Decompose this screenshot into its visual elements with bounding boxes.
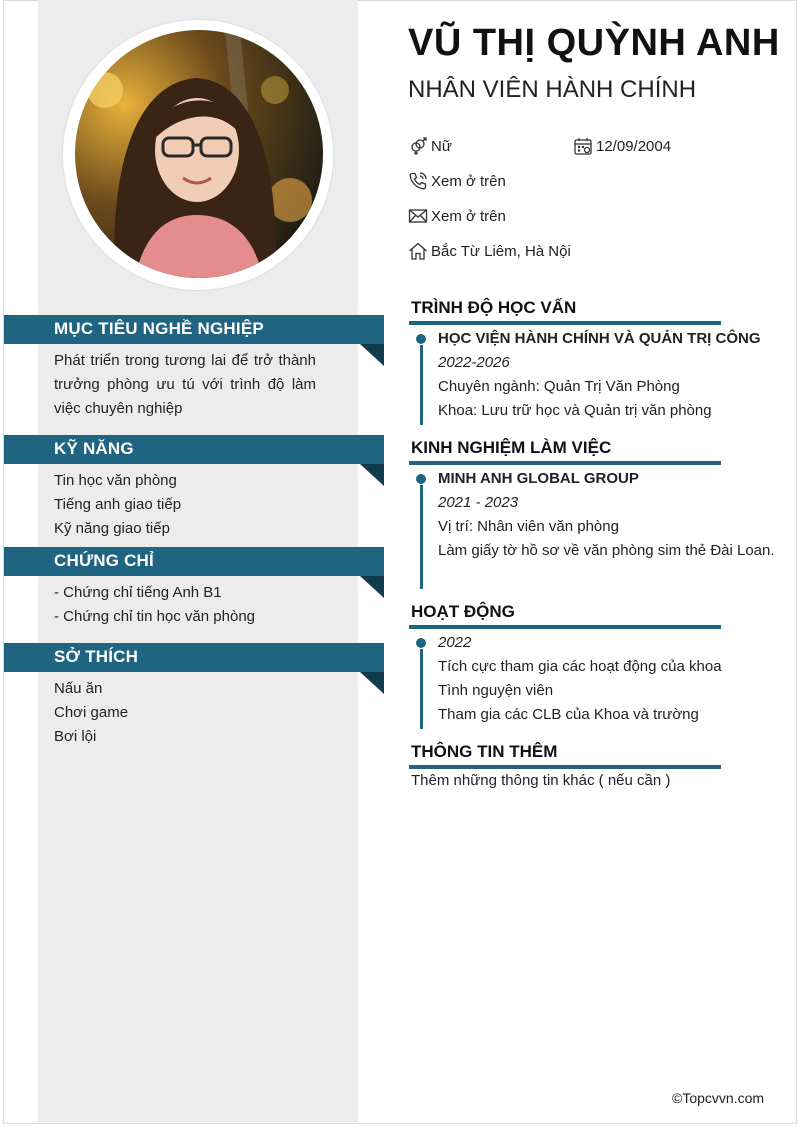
experience-period: 2021 - 2023 [438, 494, 519, 511]
hobby-item: Nấu ăn [54, 680, 103, 697]
skill-item: Tiếng anh giao tiếp [54, 496, 182, 513]
job-title: NHÂN VIÊN HÀNH CHÍNH [408, 76, 697, 103]
email-value: Xem ở trên [431, 207, 506, 225]
calendar-icon [573, 136, 593, 156]
gender-value: Nữ [431, 137, 452, 155]
timeline-line [420, 485, 423, 589]
hobbies-heading [4, 643, 384, 672]
certificate-item: - Chứng chỉ tin học văn phòng [54, 608, 255, 625]
phone-icon [408, 171, 428, 191]
education-major: Chuyên ngành: Quản Trị Văn Phòng [438, 378, 680, 395]
activity-year: 2022 [438, 634, 472, 651]
birthday-row [573, 135, 671, 157]
hobby-item: Bơi lội [54, 728, 97, 745]
section-underline [409, 461, 721, 465]
timeline-line [420, 345, 423, 425]
skills-title: KỸ NĂNG [54, 439, 134, 458]
candidate-name: VŨ THỊ QUỲNH ANH [408, 22, 780, 64]
section-underline [409, 765, 721, 769]
activity-item: Tích cực tham gia các hoạt động của khoa [438, 658, 722, 675]
certificates-heading [4, 547, 384, 576]
objective-heading [4, 315, 384, 344]
heading-fold [360, 344, 384, 366]
birthday-value: 12/09/2004 [596, 137, 672, 155]
address-row [408, 240, 571, 262]
objective-title: MỤC TIÊU NGHỀ NGHIỆP [54, 319, 264, 338]
experience-title: KINH NGHIỆM LÀM VIỆC [411, 438, 612, 457]
section-underline [409, 625, 721, 629]
activity-item: Tham gia các CLB của Khoa và trường [438, 706, 699, 723]
skill-item: Tin học văn phòng [54, 472, 177, 489]
heading-fold [360, 576, 384, 598]
timeline-line [420, 649, 423, 729]
education-faculty: Khoa: Lưu trữ học và Quản trị văn phòng [438, 402, 712, 419]
objective-text: Phát triển trong tương lai để trở thành trưởng phòng ưu tú với trình độ làm việc chuyên nghiệp [54, 352, 316, 417]
hobby-item: Chơi game [54, 704, 129, 721]
gender-icon [408, 136, 428, 156]
heading-fold [360, 464, 384, 486]
experience-role: Vị trí: Nhân viên văn phòng [438, 518, 619, 535]
certificates-title: CHỨNG CHỈ [54, 551, 154, 570]
hobbies-title: SỞ THÍCH [54, 647, 139, 666]
phone-row [408, 170, 506, 192]
additional-title: THÔNG TIN THÊM [411, 742, 558, 761]
timeline-dot [416, 474, 426, 484]
gender-row [408, 135, 452, 157]
phone-value: Xem ở trên [431, 172, 506, 190]
experience-description: Làm giấy tờ hồ sơ về văn phòng sim thẻ Đài Loan. [438, 542, 775, 559]
activities-title: HOẠT ĐỘNG [411, 602, 515, 621]
avatar [75, 30, 323, 278]
mail-icon [408, 206, 428, 226]
home-icon [408, 241, 428, 261]
education-title: TRÌNH ĐỘ HỌC VẤN [411, 298, 577, 317]
education-period: 2022-2026 [438, 354, 510, 371]
copyright: ©Topcvvn.com [672, 1090, 765, 1106]
heading-fold [360, 672, 384, 694]
section-underline [409, 321, 721, 325]
timeline-dot [416, 638, 426, 648]
skills-heading [4, 435, 384, 464]
school-name: HỌC VIỆN HÀNH CHÍNH VÀ QUẢN TRỊ CÔNG [438, 330, 761, 347]
address-value: Bắc Từ Liêm, Hà Nội [431, 242, 571, 260]
email-row [408, 205, 506, 227]
additional-text: Thêm những thông tin khác ( nếu cần ) [411, 772, 671, 789]
timeline-dot [416, 334, 426, 344]
certificate-item: - Chứng chỉ tiếng Anh B1 [54, 584, 222, 601]
skill-item: Kỹ năng giao tiếp [54, 520, 170, 537]
activity-item: Tình nguyện viên [438, 682, 554, 699]
company-name: MINH ANH GLOBAL GROUP [438, 470, 639, 487]
